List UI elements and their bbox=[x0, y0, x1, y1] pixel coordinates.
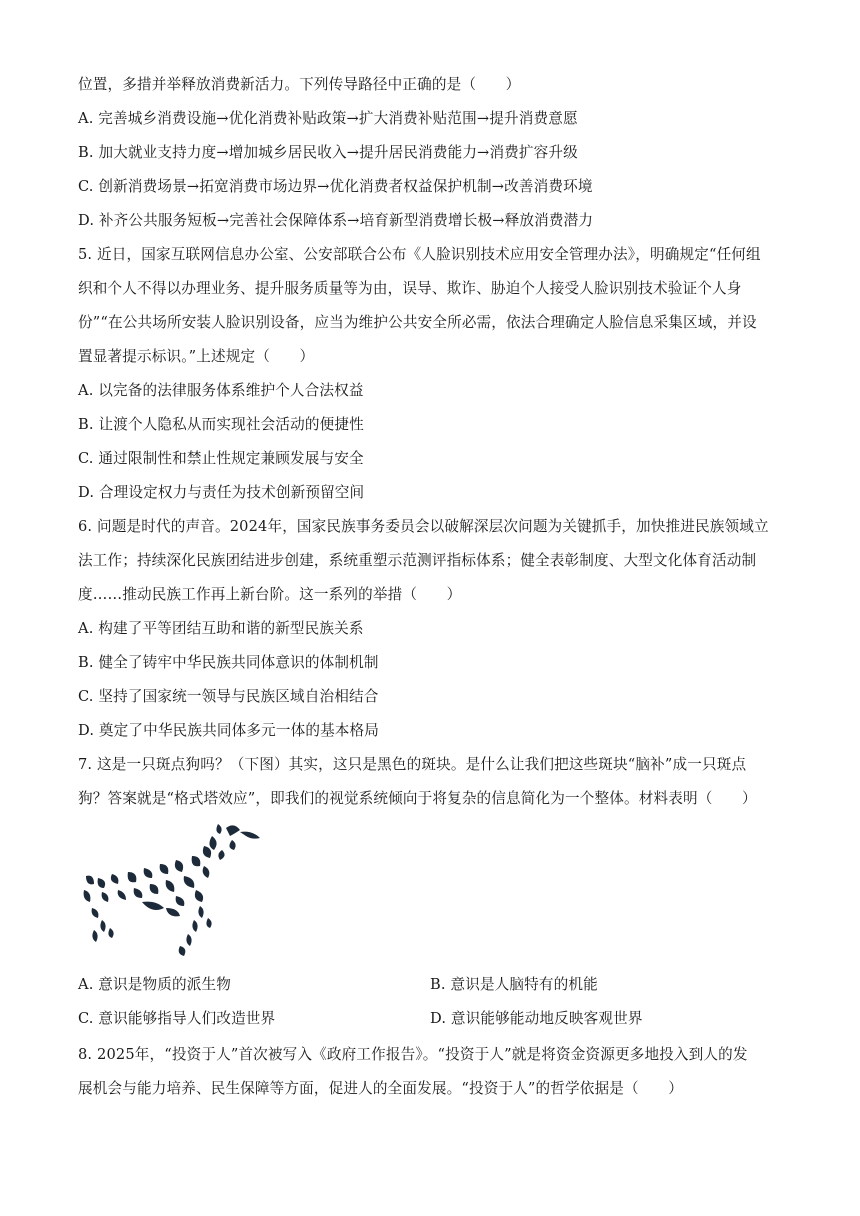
q6-option-a: A. 构建了平等团结互助和谐的新型民族关系 bbox=[78, 620, 364, 637]
q4-option-b: B. 加大就业支持力度→增加城乡居民收入→提升居民消费能力→消费扩容升级 bbox=[78, 144, 578, 161]
q7-option-a: A. 意识是物质的派生物 bbox=[78, 976, 231, 993]
q7-stem-line-2: 狗？答案就是“格式塔效应”，即我们的视觉系统倾向于将复杂的信息简化为一个整体。材料表明（ ） bbox=[78, 790, 757, 807]
q6-option-c: C. 坚持了国家统一领导与民族区域自治相结合 bbox=[78, 688, 379, 705]
q5-stem-line-1: 5. 近日，国家互联网信息办公室、公安部联合公布《人脸识别技术应用安全管理办法》，明确规定“任何组 bbox=[78, 246, 761, 263]
q5-option-c: C. 通过限制性和禁止性规定兼顾发展与安全 bbox=[78, 450, 364, 467]
q4-option-a: A. 完善城乡消费设施→优化消费补贴政策→扩大消费补贴范围→提升消费意愿 bbox=[78, 110, 578, 127]
q5-option-d: D. 合理设定权力与责任为技术创新预留空间 bbox=[78, 484, 365, 501]
q6-stem-line-3: 度……推动民族工作再上新台阶。这一系列的举措（ ） bbox=[78, 586, 462, 603]
q7-option-b: B. 意识是人脑特有的机能 bbox=[430, 976, 598, 993]
q8-stem-line-2: 展机会与能力培养、民生保障等方面，促进人的全面发展。“投资于人”的哲学依据是（ ） bbox=[78, 1080, 683, 1097]
q8-stem-line-1: 8. 2025年，“投资于人”首次被写入《政府工作报告》。“投资于人”就是将资金资源更多地投入到人的发 bbox=[78, 1046, 748, 1063]
q5-stem-line-4: 置显著提示标识。”上述规定（ ） bbox=[78, 348, 315, 365]
q4-stem-continuation: 位置，多措并举释放消费新活力。下列传导路径中正确的是（ ） bbox=[78, 76, 521, 93]
q4-option-c: C. 创新消费场景→拓宽消费市场边界→优化消费者权益保护机制→改善消费环境 bbox=[78, 178, 593, 195]
q7-option-d: D. 意识能够能动地反映客观世界 bbox=[430, 1010, 643, 1027]
q5-option-b: B. 让渡个人隐私从而实现社会活动的便捷性 bbox=[78, 416, 364, 433]
q6-option-b: B. 健全了铸牢中华民族共同体意识的体制机制 bbox=[78, 654, 379, 671]
q5-option-a: A. 以完备的法律服务体系维护个人合法权益 bbox=[78, 382, 364, 399]
q7-option-c: C. 意识能够指导人们改造世界 bbox=[78, 1010, 276, 1027]
dalmatian-spots-figure bbox=[80, 818, 264, 958]
q6-option-d: D. 奠定了中华民族共同体多元一体的基本格局 bbox=[78, 722, 380, 739]
q4-option-d: D. 补齐公共服务短板→完善社会保障体系→培育新型消费增长极→释放消费潜力 bbox=[78, 212, 594, 229]
q5-stem-line-3: 份”“在公共场所安装人脸识别设备，应当为维护公共安全所必需，依法合理确定人脸信息采集区域，并设 bbox=[78, 314, 757, 331]
q7-stem-line-1: 7. 这是一只斑点狗吗？（下图）其实，这只是黑色的斑块。是什么让我们把这些斑块“脑补”成一只斑点 bbox=[78, 756, 747, 773]
q6-stem-line-2: 法工作；持续深化民族团结进步创建，系统重塑示范测评指标体系；健全表彰制度、大型文化体育活动制 bbox=[78, 552, 757, 569]
q5-stem-line-2: 织和个人不得以办理业务、提升服务质量等为由，误导、欺诈、胁迫个人接受人脸识别技术验证个人身 bbox=[78, 280, 742, 297]
q6-stem-line-1: 6. 问题是时代的声音。2024年，国家民族事务委员会以破解深层次问题为关键抓手，加快推进民族领域立 bbox=[78, 518, 769, 535]
